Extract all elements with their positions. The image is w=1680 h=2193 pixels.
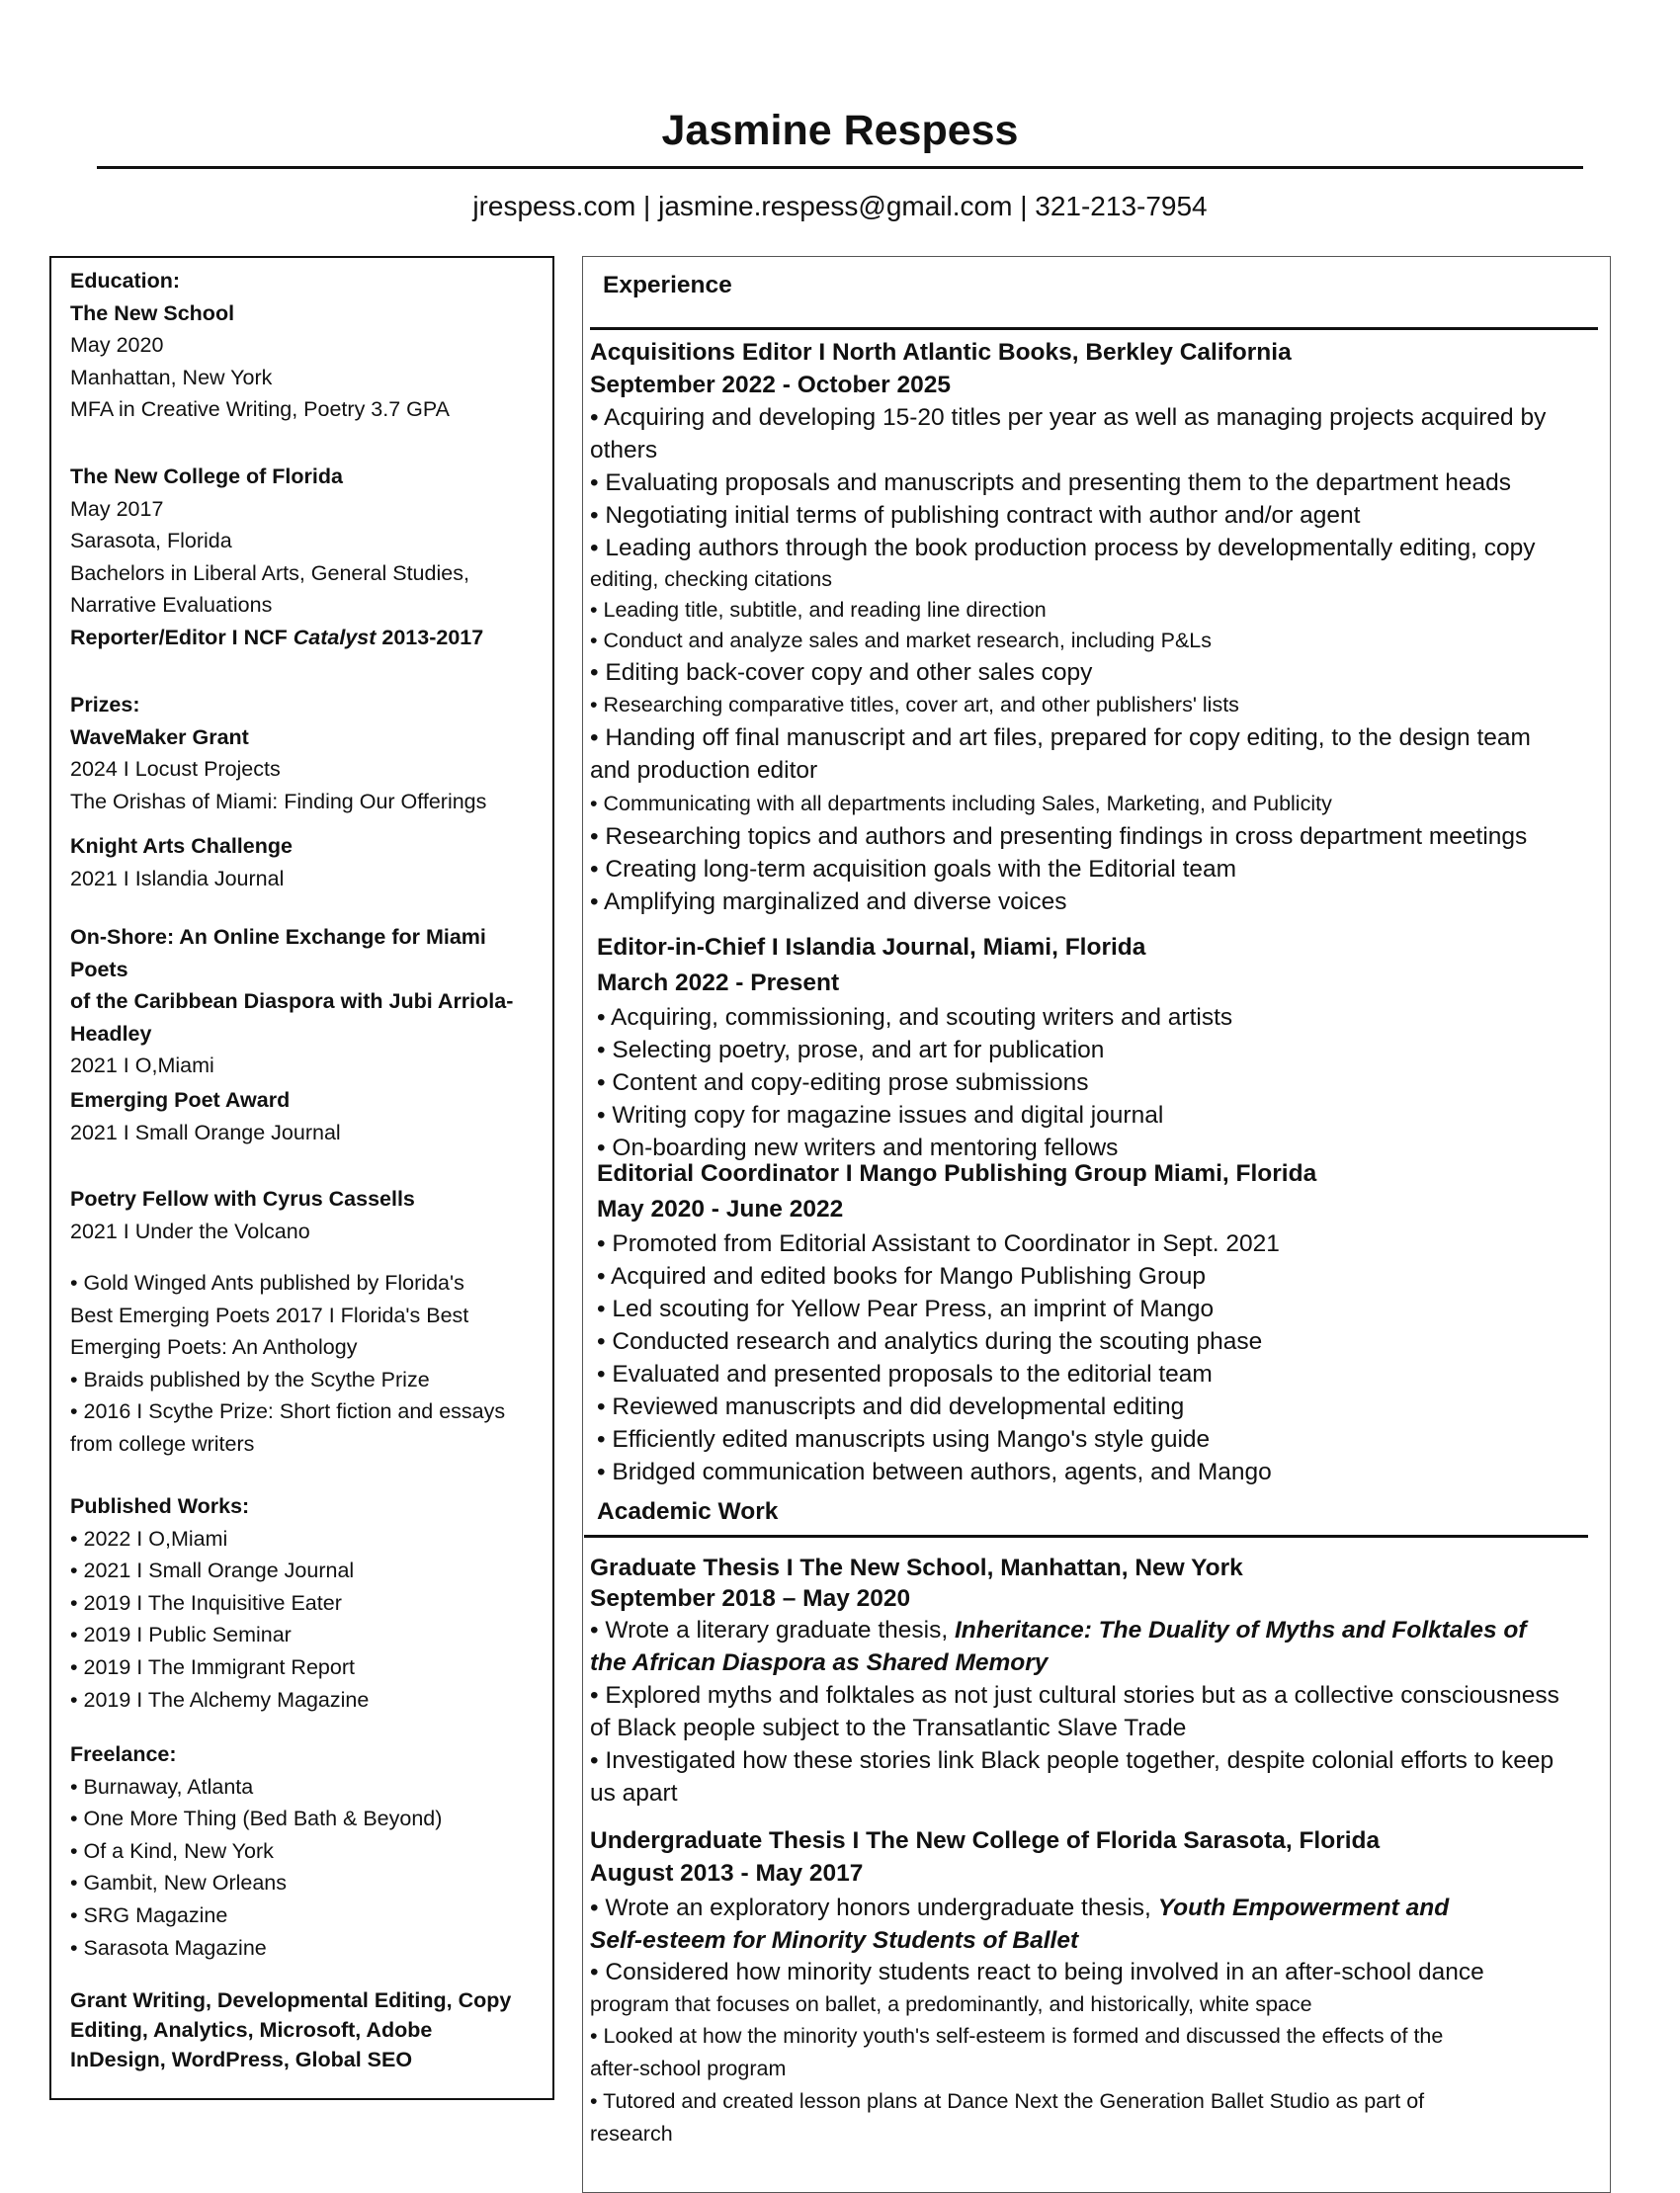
job-bullet: and production editor: [590, 757, 818, 784]
job-bullet: • Reviewed manuscripts and did developmental editing: [597, 1393, 1185, 1420]
prize-title: WaveMaker Grant: [70, 724, 249, 749]
academic-heading-wrap: [597, 1495, 1610, 1528]
job-bullet: • Researching topics and authors and presenting findings in cross department meetings: [590, 823, 1528, 850]
job-bullet: • Editing back-cover copy and other sales copy: [590, 659, 1093, 686]
thesis-bullet: us apart: [590, 1780, 678, 1807]
publications-list: [70, 1267, 545, 1461]
school-name: The New School: [70, 300, 235, 325]
prize-line: 2021 I Small Orange Journal: [70, 1120, 341, 1144]
job-bullet: • Conduct and analyze sales and market research, including P&Ls: [590, 629, 1212, 652]
prizes-section: [70, 689, 545, 817]
job-bullet: • Creating long-term acquisition goals with the Editorial team: [590, 856, 1237, 883]
thesis-bullet-cont: the African Diaspora as Shared Memory: [590, 1649, 1049, 1676]
school-name: The New College of Florida: [70, 464, 343, 488]
prize-knight: [70, 830, 545, 894]
job-bullet: • Evaluated and presented proposals to the editorial team: [597, 1361, 1213, 1388]
list-item: from college writers: [70, 1431, 255, 1456]
contact-line: jrespess.com | jasmine.respess@gmail.com | 321-213-7954: [472, 191, 1208, 221]
thesis-bullet: • Wrote an exploratory honors undergraduate thesis, Youth Empowerment and: [590, 1895, 1450, 1921]
thesis-bullet: • Looked at how the minority youth's self-esteem is formed and discussed the effects of the: [590, 2024, 1444, 2048]
list-item: • SRG Magazine: [70, 1902, 228, 1927]
skills-section: [70, 1985, 545, 2074]
published-heading: Published Works:: [70, 1494, 250, 1518]
list-item: • 2019 I Public Seminar: [70, 1623, 292, 1647]
experience-rule: [590, 327, 1598, 330]
job-editor-in-chief: [597, 930, 1610, 1164]
list-item: • Braids published by the Scythe Prize: [70, 1367, 430, 1392]
list-item: • One More Thing (Bed Bath & Beyond): [70, 1807, 443, 1831]
job-bullet: • Acquiring, commissioning, and scouting writers and artists: [597, 1004, 1233, 1031]
job-bullet: • Acquired and edited books for Mango Publishing Group: [597, 1263, 1207, 1290]
prize-line: 2021 I Under the Volcano: [70, 1219, 310, 1243]
job-editorial-coordinator: [597, 1156, 1610, 1488]
list-item: • Gambit, New Orleans: [70, 1871, 288, 1896]
list-item: Best Emerging Poets 2017 I Florida's Best: [70, 1303, 469, 1327]
job-title: Acquisitions Editor I North Atlantic Books, Berkley California: [590, 339, 1292, 366]
edu-degree-cont: Narrative Evaluations: [70, 593, 273, 618]
job-bullet: • On-boarding new writers and mentoring fellows: [597, 1135, 1119, 1161]
job-bullet: • Efficiently edited manuscripts using Mango's style guide: [597, 1426, 1211, 1453]
job-bullet: • Leading title, subtitle, and reading line direction: [590, 598, 1047, 622]
prize-title: Headley: [70, 1021, 152, 1046]
job-bullet: • Conducted research and analytics during the scouting phase: [597, 1328, 1263, 1355]
list-item: • Burnaway, Atlanta: [70, 1774, 254, 1799]
job-bullet: • Selecting poetry, prose, and art for publication: [597, 1037, 1105, 1063]
job-title: Editorial Coordinator I Mango Publishing Group Miami, Florida: [597, 1160, 1317, 1187]
academic-heading: Academic Work: [597, 1498, 779, 1525]
list-item: • Gold Winged Ants published by Florida's: [70, 1271, 464, 1295]
edu-location: Sarasota, Florida: [70, 529, 232, 553]
thesis-bullet: research: [590, 2122, 673, 2146]
edu-location: Manhattan, New York: [70, 365, 273, 389]
header-rule: [97, 166, 1583, 169]
prize-title: of the Caribbean Diaspora with Jubi Arriola-: [70, 989, 514, 1014]
prize-title: Emerging Poet Award: [70, 1088, 291, 1112]
job-bullet: • Evaluating proposals and manuscripts and presenting them to the department heads: [590, 469, 1511, 496]
reporter-line: Reporter/Editor I NCF Catalyst 2013-2017: [70, 625, 484, 649]
graduate-thesis: [590, 1553, 1603, 1810]
prize-fellow: [70, 1183, 545, 1247]
job-bullet: • Writing copy for magazine issues and digital journal: [597, 1102, 1164, 1129]
job-bullet: others: [590, 437, 658, 464]
list-item: • 2022 I O,Miami: [70, 1526, 228, 1551]
list-item: • Sarasota Magazine: [70, 1935, 267, 1960]
thesis-bullet: of Black people subject to the Transatlantic Slave Trade: [590, 1715, 1187, 1741]
thesis-bullet-cont: Self-esteem for Minority Students of Ballet: [590, 1927, 1079, 1954]
freelance-heading: Freelance:: [70, 1742, 177, 1766]
list-item: • 2019 I The Alchemy Magazine: [70, 1687, 370, 1712]
thesis-bullet: • Wrote a literary graduate thesis, Inheritance: The Duality of Myths and Folktales of: [590, 1617, 1527, 1644]
prize-title: Knight Arts Challenge: [70, 834, 293, 858]
job-bullet: • Led scouting for Yellow Pear Press, an imprint of Mango: [597, 1296, 1215, 1322]
edu-date: May 2017: [70, 496, 164, 521]
edu-degree: Bachelors in Liberal Arts, General Studies,: [70, 560, 469, 585]
thesis-bullet: • Tutored and created lesson plans at Dance Next the Generation Ballet Studio as part of: [590, 2089, 1425, 2113]
edu-date: May 2020: [70, 333, 164, 358]
thesis-bullet: • Investigated how these stories link Black people together, despite colonial efforts to keep: [590, 1747, 1554, 1774]
prize-onshore: [70, 921, 545, 1082]
job-dates: September 2022 - October 2025: [590, 372, 951, 398]
list-item: • 2016 I Scythe Prize: Short fiction and essays: [70, 1399, 506, 1424]
education-heading: Education:: [70, 269, 181, 293]
job-bullet: editing, checking citations: [590, 567, 833, 591]
job-bullet: • Amplifying marginalized and diverse voices: [590, 888, 1067, 915]
job-title: Editor-in-Chief I Islandia Journal, Miami, Florida: [597, 934, 1146, 961]
job-bullet: • Communicating with all departments including Sales, Marketing, and Publicity: [590, 792, 1332, 815]
job-bullet: • Acquiring and developing 15-20 titles per year as well as managing projects acquired by: [590, 404, 1547, 431]
prize-line: The Orishas of Miami: Finding Our Offerings: [70, 789, 487, 813]
job-bullet: • Bridged communication between authors, agents, and Mango: [597, 1459, 1272, 1485]
list-item: • 2021 I Small Orange Journal: [70, 1559, 355, 1583]
list-item: • 2019 I The Immigrant Report: [70, 1654, 355, 1679]
prize-line: 2024 I Locust Projects: [70, 757, 281, 782]
undergraduate-thesis: [590, 1825, 1603, 2151]
prizes-heading: Prizes:: [70, 693, 140, 717]
job-dates: May 2020 - June 2022: [597, 1196, 844, 1223]
job-bullet: • Leading authors through the book production process by developmentally editing, copy: [590, 535, 1536, 561]
list-item: • Of a Kind, New York: [70, 1838, 274, 1863]
skills-line: InDesign, WordPress, Global SEO: [70, 2048, 413, 2071]
skills-line: Editing, Analytics, Microsoft, Adobe: [70, 2018, 433, 2042]
thesis-title: Graduate Thesis I The New School, Manhattan, New York: [590, 1555, 1243, 1581]
freelance-section: [70, 1738, 545, 1964]
experience-heading-wrap: [603, 269, 1616, 301]
thesis-bullet: • Explored myths and folktales as not just cultural stories but as a collective consciousness: [590, 1682, 1559, 1709]
job-dates: March 2022 - Present: [597, 970, 840, 996]
prize-title: Poetry Fellow with Cyrus Cassells: [70, 1187, 415, 1211]
thesis-dates: September 2018 – May 2020: [590, 1585, 911, 1612]
job-bullet: • Negotiating initial terms of publishing contract with author and/or agent: [590, 502, 1361, 529]
prize-title: On-Shore: An Online Exchange for Miami Poets: [70, 925, 486, 981]
education-section-2: [70, 461, 545, 654]
job-bullet: • Handing off final manuscript and art files, prepared for copy editing, to the design team: [590, 724, 1531, 751]
thesis-bullet: • Considered how minority students react to being involved in an after-school dance: [590, 1959, 1484, 1985]
edu-degree: MFA in Creative Writing, Poetry 3.7 GPA: [70, 397, 450, 422]
experience-heading: Experience: [603, 272, 732, 298]
thesis-bullet: after-school program: [590, 2057, 787, 2080]
education-section: [70, 265, 545, 426]
job-bullet: • Promoted from Editorial Assistant to Coordinator in Sept. 2021: [597, 1230, 1280, 1257]
list-item: • 2019 I The Inquisitive Eater: [70, 1590, 342, 1615]
academic-rule: [584, 1535, 1588, 1538]
prize-line: 2021 I Islandia Journal: [70, 866, 285, 890]
thesis-dates: August 2013 - May 2017: [590, 1860, 864, 1887]
prize-line: 2021 I O,Miami: [70, 1054, 214, 1078]
published-works-section: [70, 1490, 545, 1716]
thesis-title: Undergraduate Thesis I The New College of Florida Sarasota, Florida: [590, 1827, 1381, 1854]
thesis-bullet: program that focuses on ballet, a predominantly, and historically, white space: [590, 1992, 1312, 2016]
list-item: Emerging Poets: An Anthology: [70, 1335, 358, 1360]
skills-line: Grant Writing, Developmental Editing, Copy: [70, 1988, 512, 2012]
job-bullet: • Researching comparative titles, cover art, and other publishers' lists: [590, 693, 1239, 717]
job-bullet: • Content and copy-editing prose submissions: [597, 1069, 1089, 1096]
resume-name: Jasmine Respess: [661, 107, 1019, 154]
prize-emerging: [70, 1084, 545, 1148]
job-acquisitions-editor: [590, 336, 1603, 918]
